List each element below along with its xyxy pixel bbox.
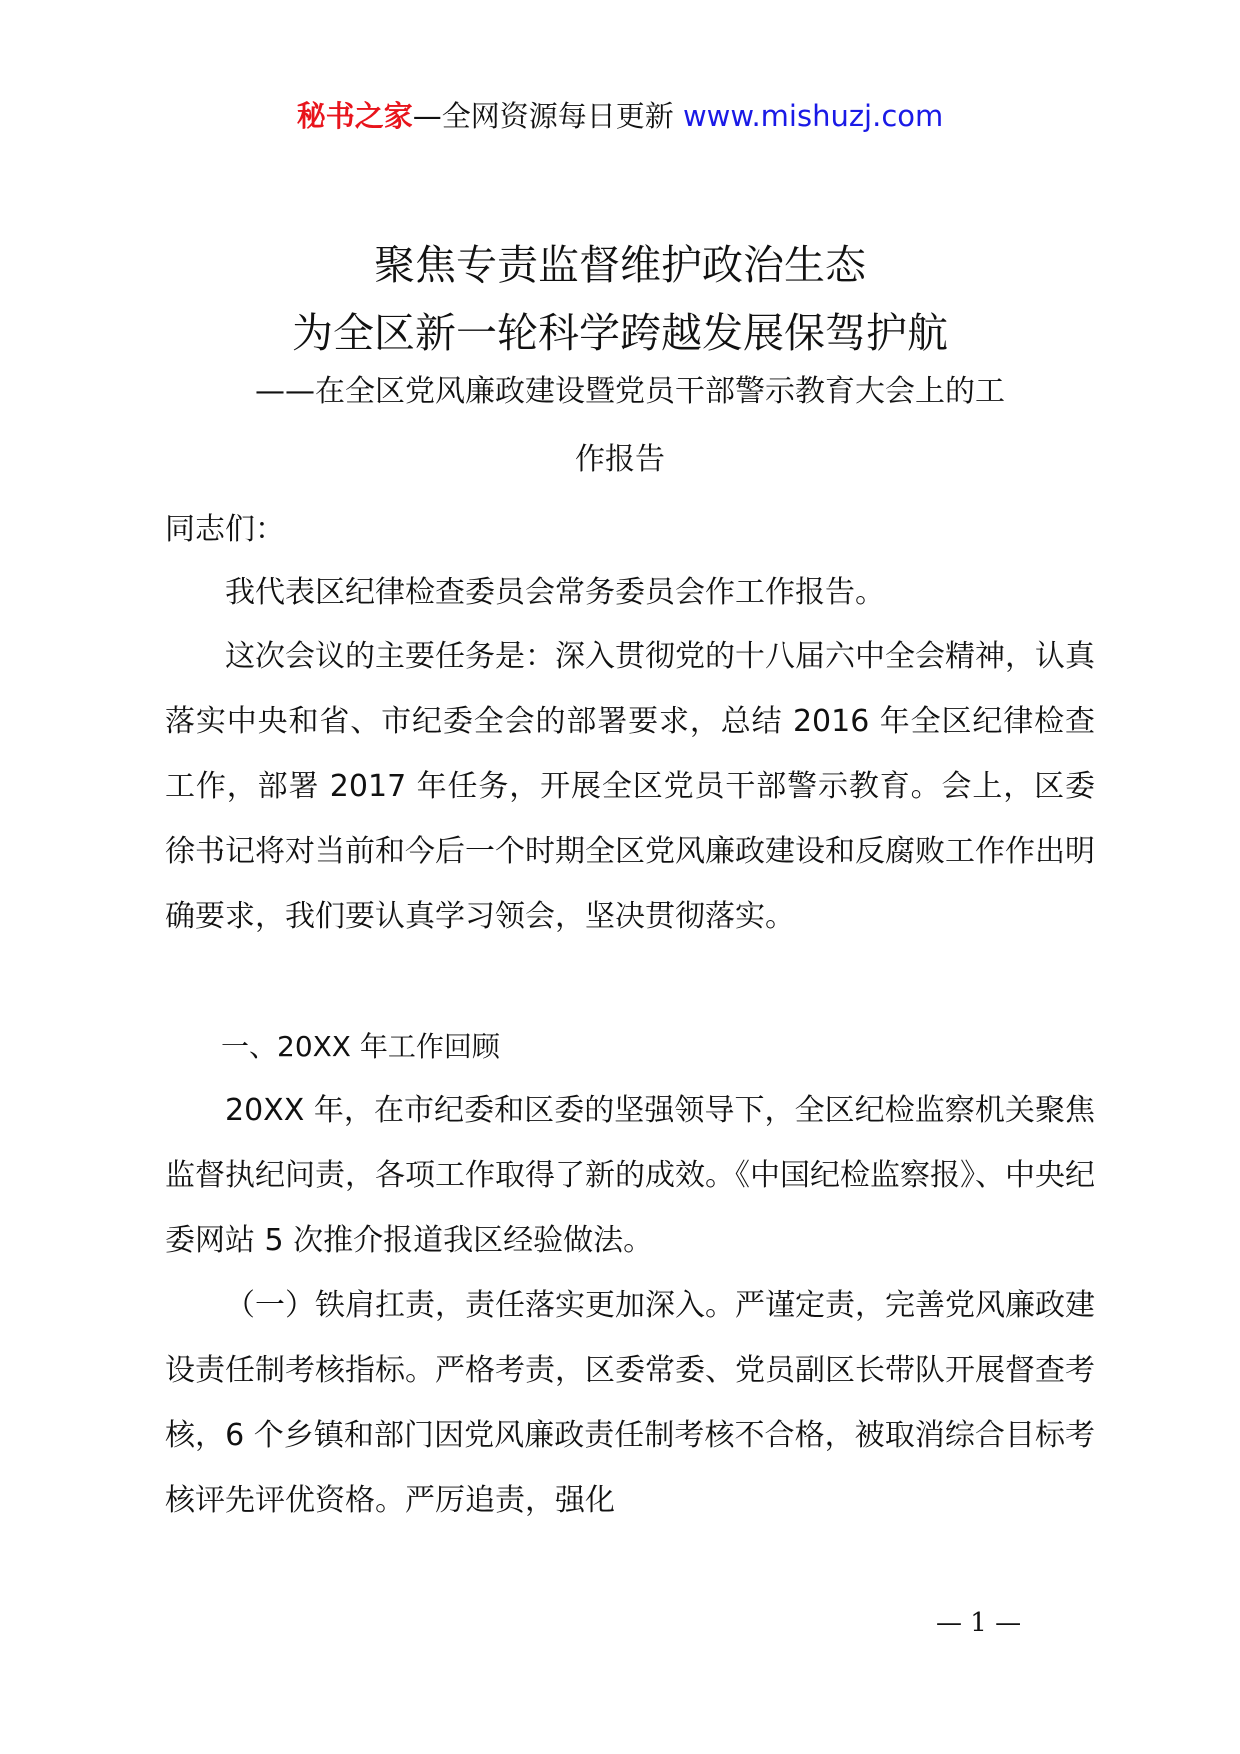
paragraph-1-text: 我代表区纪律检查委员会常务委员会作工作报告。 — [225, 575, 885, 610]
section-heading-1 — [165, 1014, 1095, 1079]
paragraph-2-text: 这次会议的主要任务是：深入贯彻党的十八届六中全会精神，认真落实中央和省、市纪委全会的部署要求，总结 2016 年全区纪律检查工作，部署 2017 年任务，开展全区党员干部警示教育。会上，区委徐书记将对当前和今后一个时期全区党风廉政建设和反腐败工作作出明确要求，我们要认真学习领会，坚决贯彻落实。 — [165, 639, 1095, 934]
paragraph-2 — [165, 624, 1095, 949]
paragraph-4 — [165, 1273, 1095, 1533]
header-tagline: —全网资源每日更新 — [412, 99, 674, 133]
section-heading-1-text: 一、20XX 年工作回顾 — [221, 1030, 500, 1063]
document-title-line-1: 聚焦专责监督维护政治生态 — [374, 241, 866, 289]
salutation-text: 同志们： — [165, 512, 285, 547]
page-number: — 1 — — [936, 1608, 1022, 1638]
paragraph-3 — [165, 1078, 1095, 1273]
document-subtitle-line-1: ——在全区党风廉政建设暨党员干部警示教育大会上的工 — [255, 374, 1005, 409]
paragraph-3-text: 20XX 年，在市纪委和区委的坚强领导下，全区纪检监察机关聚焦监督执纪问责，各项工作取得了新的成效。《中国纪检监察报》、中央纪委网站 5 次推介报道我区经验做法。 — [165, 1093, 1095, 1258]
site-url-link[interactable]: www.mishuzj.com — [682, 99, 944, 133]
salutation — [165, 497, 1095, 562]
document-title-line-2: 为全区新一轮科学跨越发展保驾护航 — [292, 309, 948, 357]
brand-name: 秘书之家 — [296, 99, 413, 133]
paragraph-1 — [165, 560, 1095, 625]
site-header — [0, 96, 1240, 136]
paragraph-4-text: （一）铁肩扛责，责任落实更加深入。严谨定责，完善党风廉政建设责任制考核指标。严格考责，区委常委、党员副区长带队开展督查考核，6 个乡镇和部门因党风廉政责任制考核不合格，被取消综合目标考核评先评优资格。严厉追责，强化 — [165, 1288, 1095, 1518]
document-subtitle-line-2: 作报告 — [575, 442, 665, 477]
